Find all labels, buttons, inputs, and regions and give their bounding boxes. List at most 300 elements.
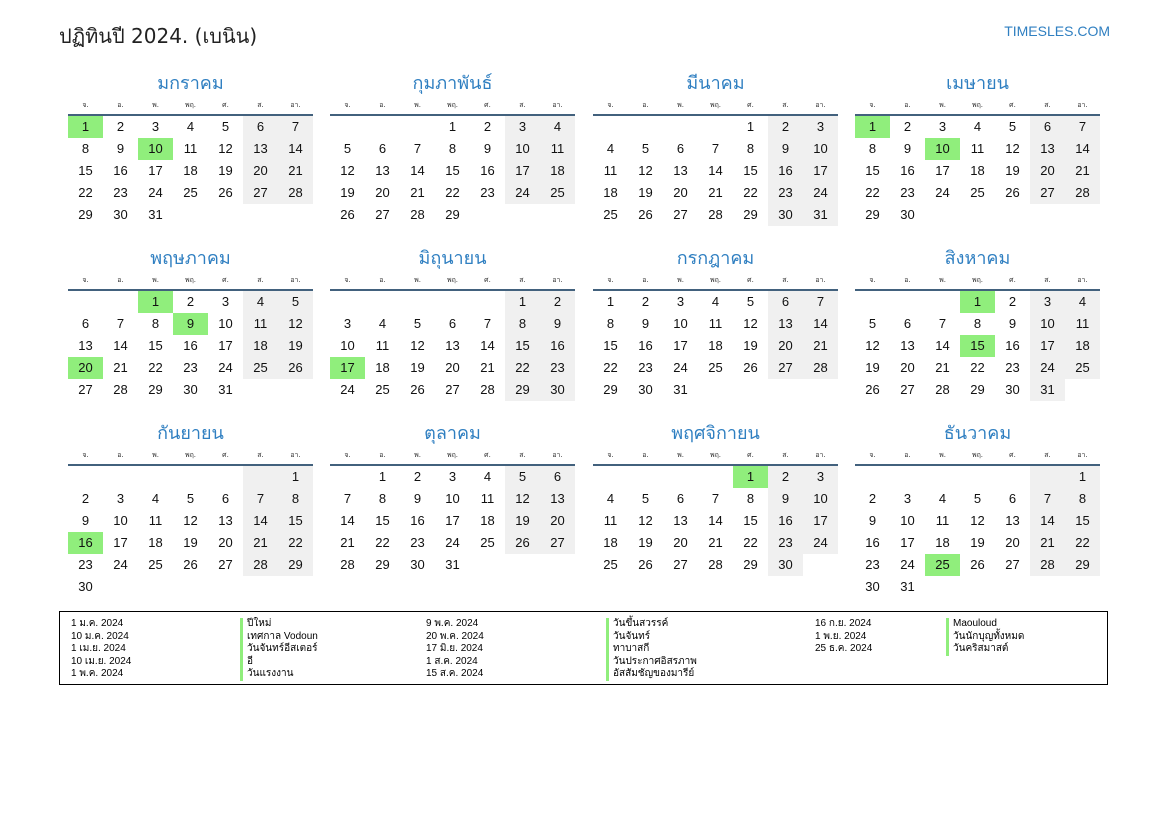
day-grid: [593, 116, 838, 226]
weekday-label: ส.: [519, 276, 526, 284]
day-cell: 12: [278, 313, 313, 335]
day-cell: 24: [505, 182, 540, 204]
holiday-legend: [59, 611, 1108, 685]
day-cell: 14: [708, 163, 723, 178]
day-cell: 16: [638, 338, 653, 353]
day-cell: 13: [900, 338, 915, 353]
day-cell: 25: [375, 382, 390, 397]
day-cell: 27: [768, 357, 803, 379]
day-cell: 2: [768, 116, 803, 138]
weekday-label: อา.: [290, 276, 301, 284]
day-cell: 10: [113, 513, 128, 528]
weekday-label: พฤ.: [184, 101, 197, 109]
day-cell: 29: [603, 382, 618, 397]
day-cell: 1: [278, 466, 313, 488]
day-cell: 19: [1005, 163, 1020, 178]
day-cell: 19: [278, 335, 313, 357]
empty-cell: [330, 291, 365, 313]
month-calendar: [330, 70, 575, 226]
day-cell: 3: [676, 294, 685, 309]
weekday-header: [593, 448, 838, 466]
weekday-header: [855, 448, 1100, 466]
weekday-header: [330, 448, 575, 466]
day-cell: 17: [900, 535, 915, 550]
weekday-label: พ.: [152, 101, 159, 109]
weekday-label: ส.: [782, 276, 789, 284]
day-cell: 3: [221, 294, 230, 309]
day-cell: 26: [340, 207, 355, 222]
day-cell: 29: [505, 379, 540, 401]
month-title: กันยายน: [157, 423, 224, 444]
month-title: มีนาคม: [686, 73, 745, 94]
day-cell: 9: [483, 141, 492, 156]
day-cell: 7: [803, 291, 838, 313]
day-cell: 2: [413, 469, 422, 484]
day-cell: 21: [410, 185, 425, 200]
weekday-label: ศ.: [1009, 451, 1016, 459]
day-cell: 17: [935, 163, 950, 178]
weekday-header: [330, 273, 575, 291]
day-cell: 6: [221, 491, 230, 506]
day-cell: 23: [540, 357, 575, 379]
day-cell: 23: [113, 185, 128, 200]
day-cell: 4: [711, 294, 720, 309]
empty-cell: [68, 466, 103, 488]
day-cell: 2: [641, 294, 650, 309]
day-cell: 26: [865, 382, 880, 397]
day-cell: 26: [970, 557, 985, 572]
day-cell: 26: [218, 185, 233, 200]
weekday-label: อา.: [1077, 276, 1088, 284]
day-cell: 17: [445, 513, 460, 528]
day-cell: 27: [540, 532, 575, 554]
day-cell: 20: [768, 335, 803, 357]
day-cell: 12: [218, 141, 233, 156]
holiday-date: 1 พ.ย. 2024: [815, 630, 867, 642]
day-cell: 14: [935, 338, 950, 353]
day-cell: 19: [638, 535, 653, 550]
day-cell: 2: [868, 491, 877, 506]
weekday-label: พ.: [939, 101, 946, 109]
month-calendar: [330, 245, 575, 401]
day-cell: 10: [1030, 313, 1065, 335]
day-cell: 8: [973, 316, 982, 331]
day-cell: 25: [480, 535, 495, 550]
day-cell: 19: [183, 535, 198, 550]
day-cell: 21: [708, 185, 723, 200]
day-cell: 13: [78, 338, 93, 353]
day-cell: 27: [673, 207, 688, 222]
empty-cell: [628, 116, 663, 138]
day-cell: 13: [445, 338, 460, 353]
day-cell: 13: [540, 488, 575, 510]
holiday-date: 9 พ.ค. 2024: [426, 618, 479, 629]
weekday-label: อา.: [815, 101, 826, 109]
day-cell: 29: [148, 382, 163, 397]
weekday-header: [68, 448, 313, 466]
day-cell: 14: [113, 338, 128, 353]
day-cell: 24: [340, 382, 355, 397]
holiday-date: 10 ม.ค. 2024: [71, 630, 129, 642]
day-cell: 29: [278, 554, 313, 576]
weekday-label: จ.: [607, 276, 614, 284]
day-cell: 3: [448, 469, 457, 484]
day-cell: 11: [708, 316, 723, 331]
day-cell: 8: [448, 141, 457, 156]
weekday-label: พ.: [152, 276, 159, 284]
holiday-date: 1 ส.ค. 2024: [426, 655, 478, 667]
day-cell: 26: [278, 357, 313, 379]
day-cell: 23: [183, 360, 198, 375]
day-cell: 7: [711, 141, 720, 156]
month-title: พฤศจิกายน: [671, 423, 760, 444]
month-calendar: [855, 245, 1100, 401]
day-cell: 15: [743, 163, 758, 178]
weekday-label: พฤ.: [446, 101, 459, 109]
weekday-label: ส.: [1044, 451, 1051, 459]
weekday-label: พ.: [939, 276, 946, 284]
day-cell: 16: [410, 513, 425, 528]
day-cell: 26: [1005, 185, 1020, 200]
holiday-date: 15 ส.ค. 2024: [426, 668, 484, 679]
empty-cell: [470, 291, 505, 313]
weekday-label: อ.: [379, 276, 386, 284]
day-cell: 6: [768, 291, 803, 313]
month-calendar: [593, 420, 838, 576]
day-cell: 17: [673, 338, 688, 353]
day-cell: 8: [746, 141, 755, 156]
day-cell: 18: [935, 535, 950, 550]
weekday-label: จ.: [82, 451, 89, 459]
day-cell: 19: [410, 360, 425, 375]
weekday-label: พฤ.: [184, 276, 197, 284]
day-cell: 16: [183, 338, 198, 353]
day-cell: 13: [768, 313, 803, 335]
holiday-name: เทศกาล Vodoun: [240, 631, 318, 644]
day-cell: 26: [743, 360, 758, 375]
weekday-label: ส.: [257, 276, 264, 284]
day-cell: 7: [711, 491, 720, 506]
day-cell: 4: [151, 491, 160, 506]
day-cell: 28: [243, 554, 278, 576]
page-title: ปฏิทินปี 2024. (เบนิน): [59, 24, 258, 48]
day-cell: 27: [243, 182, 278, 204]
empty-cell: [365, 291, 400, 313]
day-cell: 28: [1030, 554, 1065, 576]
day-cell: 3: [343, 316, 352, 331]
weekday-label: จ.: [82, 101, 89, 109]
day-cell: 9: [81, 513, 90, 528]
holiday-day: 15: [960, 335, 995, 357]
day-cell: 27: [900, 382, 915, 397]
day-cell: 21: [113, 360, 128, 375]
day-cell: 25: [243, 357, 278, 379]
day-cell: 12: [638, 163, 653, 178]
weekday-label: พ.: [939, 451, 946, 459]
day-cell: 22: [278, 532, 313, 554]
day-cell: 11: [243, 313, 278, 335]
day-cell: 29: [743, 557, 758, 572]
holiday-date: 1 ม.ค. 2024: [71, 618, 124, 629]
month-title: สิงหาคม: [944, 248, 1011, 269]
day-cell: 31: [900, 579, 915, 594]
day-cell: 10: [900, 513, 915, 528]
day-cell: 30: [1005, 382, 1020, 397]
empty-cell: [855, 291, 890, 313]
holiday-name: วันนักบุญทั้งหมด: [946, 631, 1024, 644]
day-cell: 24: [1030, 357, 1065, 379]
weekday-header: [68, 98, 313, 116]
empty-cell: [243, 466, 278, 488]
weekday-label: อา.: [552, 101, 563, 109]
day-cell: 25: [183, 185, 198, 200]
day-cell: 18: [708, 338, 723, 353]
weekday-label: ส.: [257, 101, 264, 109]
day-cell: 6: [903, 316, 912, 331]
weekday-label: อา.: [290, 101, 301, 109]
empty-cell: [925, 291, 960, 313]
weekday-label: อา.: [552, 276, 563, 284]
day-cell: 23: [900, 185, 915, 200]
day-cell: 3: [116, 491, 125, 506]
weekday-label: ส.: [782, 451, 789, 459]
day-cell: 12: [505, 488, 540, 510]
day-cell: 8: [868, 141, 877, 156]
month-calendar: [68, 420, 313, 598]
day-cell: 24: [900, 557, 915, 572]
empty-cell: [103, 466, 138, 488]
empty-cell: [628, 466, 663, 488]
day-cell: 18: [243, 335, 278, 357]
day-cell: 19: [865, 360, 880, 375]
day-cell: 22: [603, 360, 618, 375]
weekday-label: จ.: [869, 101, 876, 109]
day-cell: 7: [343, 491, 352, 506]
day-cell: 13: [1005, 513, 1020, 528]
day-cell: 11: [480, 491, 495, 506]
day-cell: 1: [378, 469, 387, 484]
day-cell: 8: [81, 141, 90, 156]
day-cell: 18: [375, 360, 390, 375]
day-cell: 23: [768, 532, 803, 554]
day-cell: 22: [78, 185, 93, 200]
empty-cell: [173, 466, 208, 488]
day-cell: 15: [1065, 510, 1100, 532]
day-cell: 21: [1065, 160, 1100, 182]
day-cell: 3: [803, 466, 838, 488]
day-cell: 27: [375, 207, 390, 222]
holiday-date: 10 เม.ย. 2024: [71, 655, 132, 667]
day-cell: 12: [410, 338, 425, 353]
day-cell: 28: [708, 207, 723, 222]
day-cell: 3: [1030, 291, 1065, 313]
day-cell: 9: [116, 141, 125, 156]
day-cell: 31: [1030, 379, 1065, 401]
month-calendar: [330, 420, 575, 576]
day-cell: 5: [186, 491, 195, 506]
day-cell: 27: [673, 557, 688, 572]
day-cell: 4: [1065, 291, 1100, 313]
day-cell: 25: [708, 360, 723, 375]
day-cell: 15: [278, 510, 313, 532]
day-cell: 14: [410, 163, 425, 178]
day-cell: 22: [865, 185, 880, 200]
day-cell: 8: [278, 488, 313, 510]
weekday-label: พ.: [677, 276, 684, 284]
day-cell: 18: [970, 163, 985, 178]
day-cell: 27: [218, 557, 233, 572]
day-cell: 20: [540, 510, 575, 532]
weekday-label: อา.: [1077, 101, 1088, 109]
holiday-date: 17 มิ.ย. 2024: [426, 643, 483, 654]
day-cell: 10: [505, 138, 540, 160]
day-cell: 7: [413, 141, 422, 156]
holiday-date: 16 ก.ย. 2024: [815, 618, 872, 629]
day-cell: 10: [445, 491, 460, 506]
day-cell: 16: [480, 163, 495, 178]
month-calendar: [855, 420, 1100, 598]
holiday-name: วันคริสมาสต์: [946, 643, 1024, 656]
weekday-label: อ.: [904, 451, 911, 459]
weekday-label: พฤ.: [184, 451, 197, 459]
day-cell: 7: [1065, 116, 1100, 138]
day-cell: 7: [483, 316, 492, 331]
day-cell: 29: [445, 207, 460, 222]
day-cell: 14: [1030, 510, 1065, 532]
day-cell: 12: [638, 513, 653, 528]
empty-cell: [593, 116, 628, 138]
day-cell: 11: [1065, 313, 1100, 335]
weekday-label: อ.: [117, 101, 124, 109]
day-cell: 29: [970, 382, 985, 397]
day-cell: 12: [340, 163, 355, 178]
site-link[interactable]: TIMESLES.COM: [1004, 23, 1110, 39]
day-cell: 11: [148, 513, 163, 528]
day-cell: 4: [483, 469, 492, 484]
day-cell: 11: [603, 513, 618, 528]
day-cell: 24: [113, 557, 128, 572]
day-cell: 14: [803, 313, 838, 335]
day-cell: 31: [218, 382, 233, 397]
holiday-day: 1: [68, 116, 103, 138]
day-cell: 13: [243, 138, 278, 160]
day-cell: 22: [148, 360, 163, 375]
day-cell: 31: [445, 557, 460, 572]
day-cell: 20: [1030, 160, 1065, 182]
weekday-label: อ.: [117, 451, 124, 459]
day-cell: 16: [865, 535, 880, 550]
weekday-header: [593, 273, 838, 291]
day-cell: 30: [410, 557, 425, 572]
weekday-label: จ.: [344, 101, 351, 109]
holiday-name: อัสสัมชัญของมารีย์: [606, 668, 697, 681]
weekday-label: พ.: [677, 101, 684, 109]
empty-cell: [330, 466, 365, 488]
day-cell: 5: [973, 491, 982, 506]
day-cell: 28: [1065, 182, 1100, 204]
day-grid: [330, 291, 575, 401]
holiday-name: วันจันทร์: [606, 631, 697, 644]
day-cell: 31: [148, 207, 163, 222]
weekday-label: พฤ.: [709, 276, 722, 284]
weekday-label: จ.: [869, 276, 876, 284]
holiday-day: 1: [138, 291, 173, 313]
empty-cell: [698, 466, 733, 488]
weekday-label: อ.: [904, 101, 911, 109]
month-title: มิถุนายน: [418, 248, 487, 269]
day-cell: 4: [378, 316, 387, 331]
day-cell: 26: [638, 207, 653, 222]
day-cell: 18: [148, 535, 163, 550]
day-cell: 3: [938, 119, 947, 134]
month-title: กุมภาพันธ์: [412, 73, 493, 94]
day-cell: 13: [673, 513, 688, 528]
day-cell: 8: [378, 491, 387, 506]
day-cell: 15: [375, 513, 390, 528]
day-cell: 21: [803, 335, 838, 357]
holiday-date: 20 พ.ค. 2024: [426, 630, 484, 642]
weekday-label: ส.: [782, 101, 789, 109]
day-cell: 3: [151, 119, 160, 134]
day-cell: 25: [148, 557, 163, 572]
day-cell: 25: [1065, 357, 1100, 379]
day-cell: 6: [378, 141, 387, 156]
day-cell: 5: [1008, 119, 1017, 134]
day-cell: 11: [183, 141, 198, 156]
day-grid: [855, 466, 1100, 598]
day-cell: 14: [1065, 138, 1100, 160]
day-grid: [68, 291, 313, 401]
day-cell: 12: [865, 338, 880, 353]
weekday-label: ศ.: [747, 451, 754, 459]
day-cell: 20: [673, 535, 688, 550]
day-cell: 17: [148, 163, 163, 178]
weekday-label: อ.: [642, 276, 649, 284]
day-cell: 18: [1065, 335, 1100, 357]
day-cell: 5: [868, 316, 877, 331]
day-cell: 21: [243, 532, 278, 554]
day-grid: [593, 291, 838, 401]
day-cell: 27: [1030, 182, 1065, 204]
day-cell: 17: [218, 338, 233, 353]
day-cell: 9: [641, 316, 650, 331]
day-cell: 15: [78, 163, 93, 178]
day-cell: 28: [935, 382, 950, 397]
day-cell: 26: [410, 382, 425, 397]
holiday-day: 10: [138, 138, 173, 160]
day-cell: 25: [603, 207, 618, 222]
day-cell: 22: [445, 185, 460, 200]
empty-cell: [855, 466, 890, 488]
day-cell: 25: [603, 557, 618, 572]
day-cell: 11: [970, 141, 985, 156]
weekday-label: ส.: [257, 451, 264, 459]
holiday-dates-column: [426, 618, 484, 681]
day-cell: 2: [483, 119, 492, 134]
day-cell: 4: [606, 141, 615, 156]
holiday-date: 25 ธ.ค. 2024: [815, 643, 873, 654]
day-cell: 7: [1030, 488, 1065, 510]
day-cell: 28: [803, 357, 838, 379]
day-cell: 24: [445, 535, 460, 550]
day-cell: 4: [186, 119, 195, 134]
day-cell: 8: [746, 491, 755, 506]
day-cell: 1: [1065, 466, 1100, 488]
day-cell: 31: [803, 204, 838, 226]
day-cell: 24: [935, 185, 950, 200]
day-cell: 22: [743, 185, 758, 200]
day-cell: 10: [803, 488, 838, 510]
